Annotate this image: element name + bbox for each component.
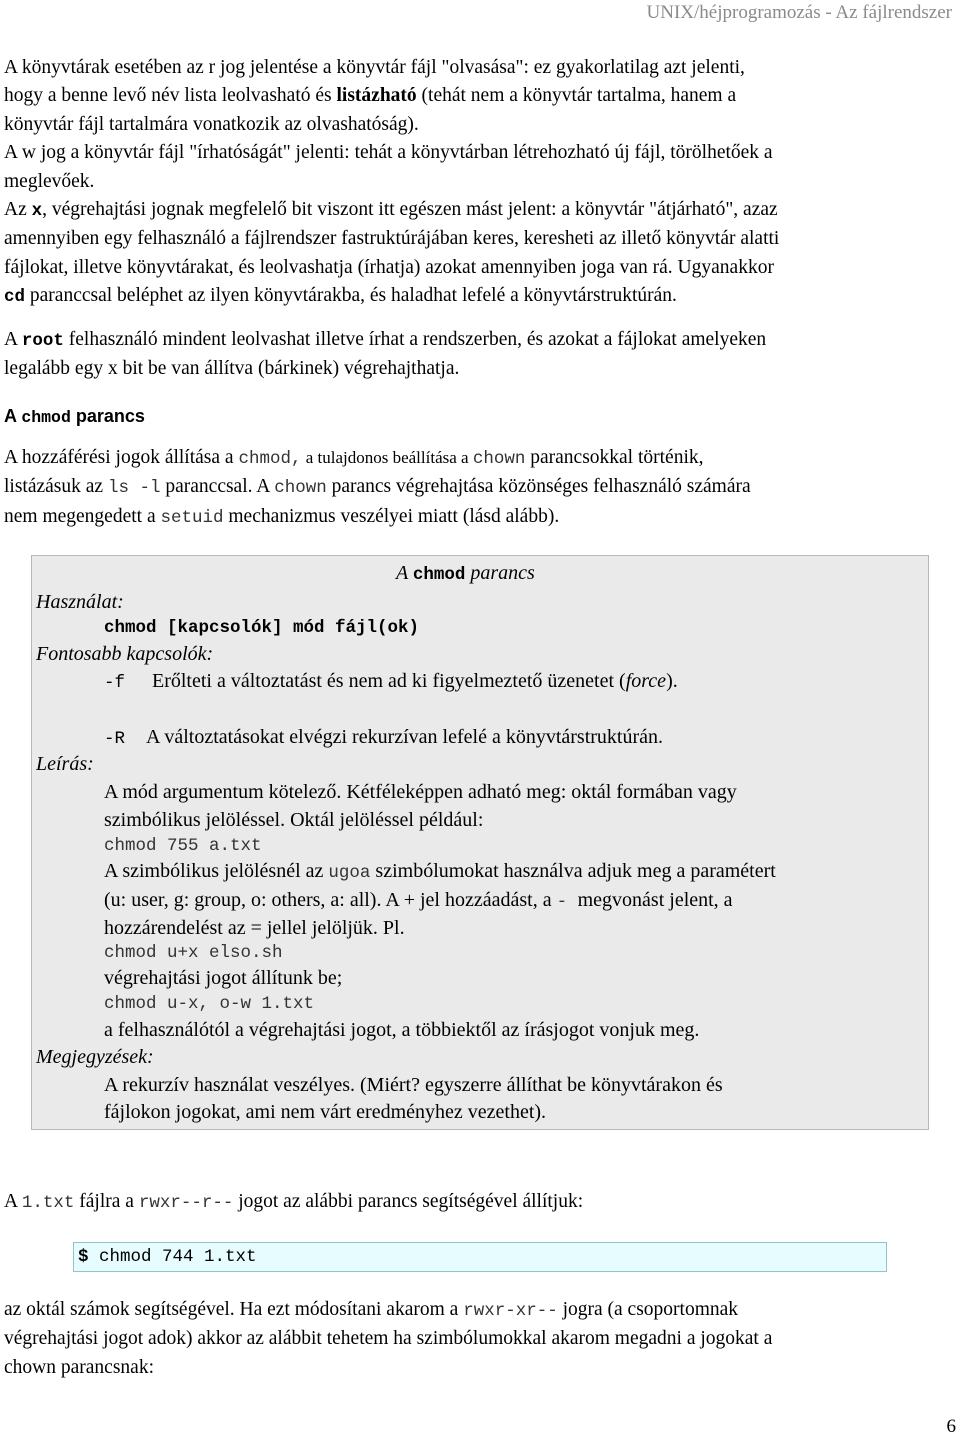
text-line	[4, 444, 950, 473]
text-span: a tulajdonos beállítása a	[301, 448, 473, 467]
paragraph-root-user	[4, 326, 950, 384]
text-span: listázásuk az	[4, 476, 108, 498]
text-line	[4, 196, 950, 225]
text-span: fájlra a	[74, 1191, 139, 1212]
text-line	[4, 1188, 950, 1217]
text-span: megvonást jelent, a	[577, 889, 733, 911]
text-span: parancs	[70, 406, 145, 426]
code-cd: cd	[4, 287, 26, 308]
text-line	[4, 326, 950, 355]
emphasis-listazhato: listázható	[336, 85, 417, 107]
text-line: A w jog a könyvtár fájl "írhatóságát" jelenti: tehát a könyvtárban létrehozható új fájl, törölhetőek a	[4, 142, 773, 164]
code-chown: chown	[274, 478, 327, 499]
shell-command: chmod 744 1.txt	[88, 1247, 257, 1267]
chmod-reference-box	[31, 555, 929, 1130]
text-span: jogra (a csoportomnak	[557, 1299, 739, 1320]
text-span: (tehát nem a könyvtár tartalma, hanem a	[416, 85, 737, 107]
usage-label: Használat:	[36, 591, 124, 613]
paragraph-directory-permissions	[4, 54, 950, 312]
text-span: Az	[4, 199, 32, 221]
desc-line: végrehajtási jogot állítunk be;	[104, 967, 343, 989]
text-line: amennyiben egy felhasználó a fájlrendszer fastruktúrájában keres, keresheti az illető könyvtár alatti	[4, 228, 780, 250]
desc-line: szimbólikus jelöléssel. Oktál jelöléssel például:	[104, 809, 484, 831]
paragraph-chmod-intro	[4, 444, 950, 532]
text-span: mechanizmus veszélyei miatt (lásd alább).	[223, 505, 560, 527]
text-span: A	[4, 406, 22, 426]
box-title	[396, 562, 535, 585]
option-r	[104, 726, 663, 749]
text-span: hogy a benne levő név lista leolvasható és	[4, 85, 337, 107]
text-line: legalább egy x bit be van állítva (bárkinek) végrehajthatja.	[4, 358, 460, 380]
running-header: UNIX/héjprogramozás - Az fájlrendszer	[646, 2, 952, 23]
desc-line	[104, 860, 776, 883]
text-span: A szimbólikus jelölésnél az	[104, 860, 329, 882]
example-code: chmod u+x elso.sh	[104, 943, 283, 963]
text-span: jogot az alábbi parancs segítségével állítjuk:	[233, 1191, 584, 1212]
text-span: Erőlteti a változtatást és nem ad ki figyelmeztető üzenetet (	[152, 670, 626, 692]
text-span: +	[403, 889, 420, 911]
note-line: fájlokon jogokat, ami nem várt eredményhez vezethet).	[104, 1101, 547, 1123]
code-setuid: setuid	[160, 507, 224, 528]
description-label: Leírás:	[36, 753, 94, 775]
text-line	[4, 82, 950, 110]
text-span: A	[4, 329, 22, 350]
option-flag: -R	[104, 729, 126, 749]
text-line	[4, 1296, 950, 1325]
text-span: az oktál számok segítségével. Ha ezt módosítani akarom a	[4, 1299, 464, 1320]
paragraph-example-intro	[4, 1188, 950, 1217]
paragraph-symbolic	[4, 1296, 950, 1382]
note-line: A rekurzív használat veszélyes. (Miért? egyszerre állíthat be könyvtárakon és	[104, 1074, 723, 1096]
text-span: A változtatásokat elvégzi rekurzívan lefelé a könyvtárstruktúrán.	[146, 726, 664, 748]
text-span: (u: user, g: group, o: others, a: all). A	[104, 889, 404, 911]
desc-line: hozzárendelést az = jellel jelöljük. Pl.	[104, 917, 405, 939]
text-span: A	[396, 562, 413, 584]
text-line: fájlokat, illetve könyvtárakat, és leolvashatja (írhatja) azokat amennyiben joga van rá. Ugyanakkor	[4, 256, 774, 278]
text-line	[4, 503, 950, 532]
text-span: parancs	[465, 562, 535, 584]
text-span: parancs végrehajtása közönséges felhasználó számára	[326, 476, 751, 498]
desc-line: A mód argumentum kötelező. Kétféleképpen adható meg: oktál formában vagy	[104, 781, 737, 803]
text-span: felhasználó mindent leolvashat illetve írhat a rendszerben, és azokat a fájlokat amelyeken	[63, 329, 767, 350]
code-filename: 1.txt	[21, 1193, 75, 1213]
page-number: 6	[946, 1416, 956, 1437]
text-line: könyvtár fájl tartalmára vonatkozik az olvashatóság).	[4, 113, 419, 135]
text-span: jel hozzáadást, a	[420, 889, 557, 911]
example-code: chmod 755 a.txt	[104, 836, 262, 856]
option-flag: -f	[104, 673, 126, 693]
text-line: chown parancsnak:	[4, 1356, 154, 1378]
text-span: paranccsal. A	[160, 476, 275, 498]
text-span: , végrehajtási jognak megfelelő bit viszont itt egészen mást jelent: a könyvtár "átjárható", azaz	[42, 199, 778, 221]
text-span: szimbólumokat használva adjuk meg a paramétert	[370, 860, 776, 882]
shell-prompt: $	[78, 1247, 89, 1267]
shell-command-box	[73, 1242, 887, 1272]
text-span: ).	[666, 670, 678, 692]
text-span: paranccsal beléphet az ilyen könyvtárakba, és haladhat lefelé a könyvtárstruktúrán.	[25, 285, 677, 307]
text-line: A könyvtárak esetében az r jog jelentése a könyvtár fájl "olvasása": ez gyakorlatilag azt jelenti,	[4, 57, 745, 78]
heading-code: chmod	[21, 408, 71, 427]
code-permissions: rwxr-xr--	[463, 1301, 558, 1321]
option-f	[104, 670, 678, 693]
example-code: chmod u-x, o-w 1.txt	[104, 994, 315, 1014]
code-ls: ls -l	[107, 478, 161, 499]
desc-line: a felhasználótól a végrehajtási jogot, a többiektől az írásjogot vonjuk meg.	[104, 1019, 700, 1041]
text-span: nem megengedett a	[4, 505, 161, 527]
text-line: végrehajtási jogot adok) akkor az alábbit tehetem ha szimbólumokkal akarom megadni a jogokat a	[4, 1328, 773, 1350]
text-line	[4, 473, 950, 502]
text-span: parancsokkal történik,	[525, 447, 704, 468]
usage-syntax: chmod [kapcsolók] mód fájl(ok)	[104, 618, 420, 638]
desc-line	[104, 889, 733, 912]
notes-label: Megjegyzések:	[36, 1046, 154, 1068]
section-heading	[4, 406, 145, 427]
text-span: force	[625, 670, 667, 692]
code-x: x	[31, 201, 43, 222]
code-permissions: rwxr--r--	[138, 1193, 234, 1213]
title-code: chmod	[412, 565, 466, 585]
text-line: meglevőek.	[4, 170, 95, 192]
text-span: A	[4, 1191, 22, 1212]
text-span: A hozzáférési jogok állítása a	[4, 447, 239, 468]
options-label: Fontosabb kapcsolók:	[36, 643, 214, 665]
code-minus: -	[556, 892, 578, 912]
code-ugoa: ugoa	[328, 863, 371, 883]
text-line	[4, 282, 950, 311]
code-chmod: chmod,	[238, 449, 302, 469]
code-root: root	[21, 331, 64, 351]
code-chown: chown	[472, 449, 526, 469]
